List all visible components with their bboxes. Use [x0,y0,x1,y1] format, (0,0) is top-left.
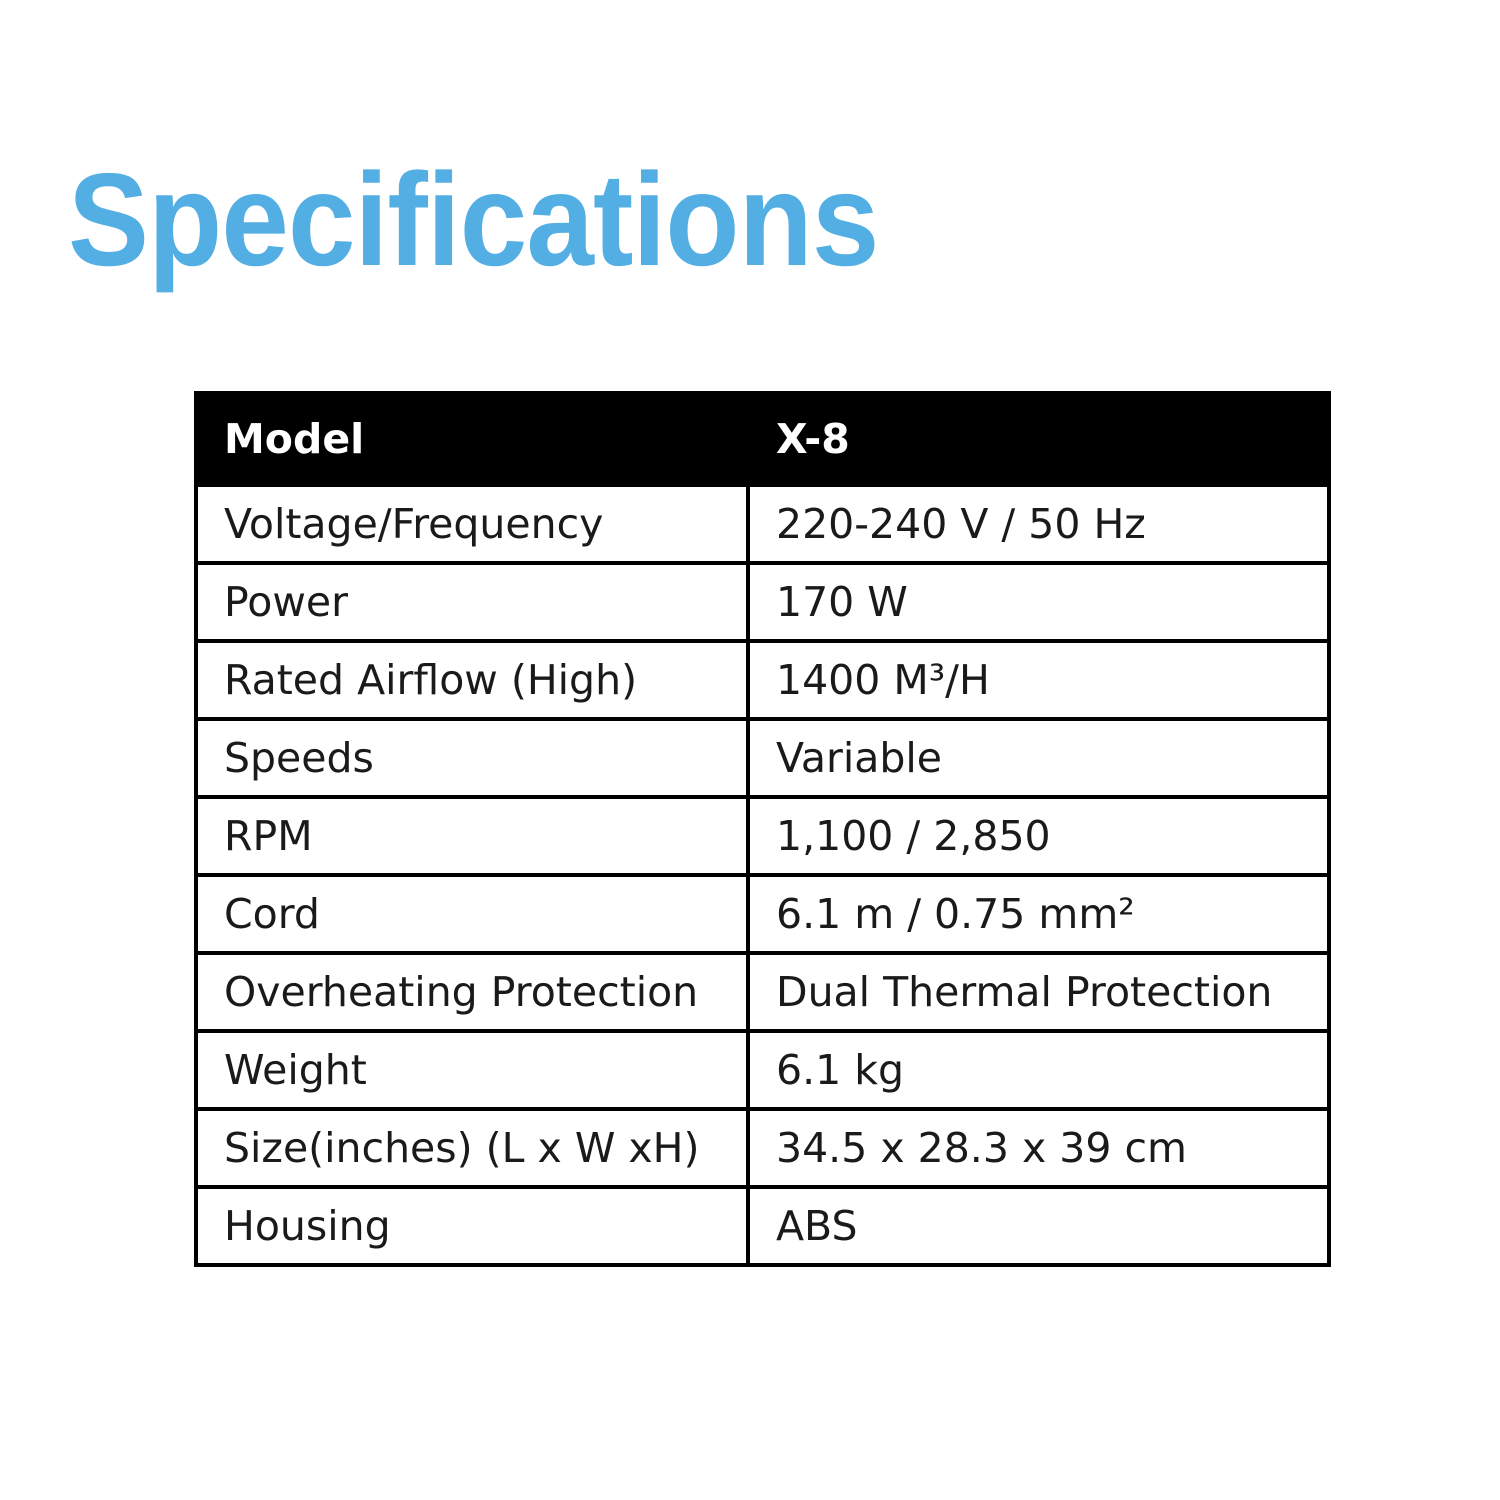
spec-value: Dual Thermal Protection [748,953,1329,1031]
spec-label: Speeds [196,719,748,797]
spec-label: Voltage/Frequency [196,485,748,563]
spec-value: 34.5 x 28.3 x 39 cm [748,1109,1329,1187]
spec-value: Variable [748,719,1329,797]
table-row [196,1187,1329,1265]
spec-value: 170 W [748,563,1329,641]
table-header-row [196,393,1329,485]
header-value: X-8 [748,393,1329,485]
table-row [196,797,1329,875]
specifications-table [194,391,1331,1267]
spec-label: Weight [196,1031,748,1109]
spec-value: ABS [748,1187,1329,1265]
table-row [196,875,1329,953]
spec-label: RPM [196,797,748,875]
spec-value: 1,100 / 2,850 [748,797,1329,875]
header-label: Model [196,393,748,485]
spec-value: 6.1 m / 0.75 mm² [748,875,1329,953]
table-row [196,563,1329,641]
table-row [196,485,1329,563]
spec-label: Rated Airflow (High) [196,641,748,719]
spec-label: Overheating Protection [196,953,748,1031]
table-row [196,1109,1329,1187]
spec-label: Housing [196,1187,748,1265]
table-row [196,1031,1329,1109]
table-row [196,953,1329,1031]
spec-label: Cord [196,875,748,953]
spec-value: 220-240 V / 50 Hz [748,485,1329,563]
spec-label: Size(inches) (L x W xH) [196,1109,748,1187]
table-row [196,719,1329,797]
spec-label: Power [196,563,748,641]
table-row [196,641,1329,719]
spec-value: 1400 M³/H [748,641,1329,719]
spec-value: 6.1 kg [748,1031,1329,1109]
page-title: Specifications [68,146,879,293]
